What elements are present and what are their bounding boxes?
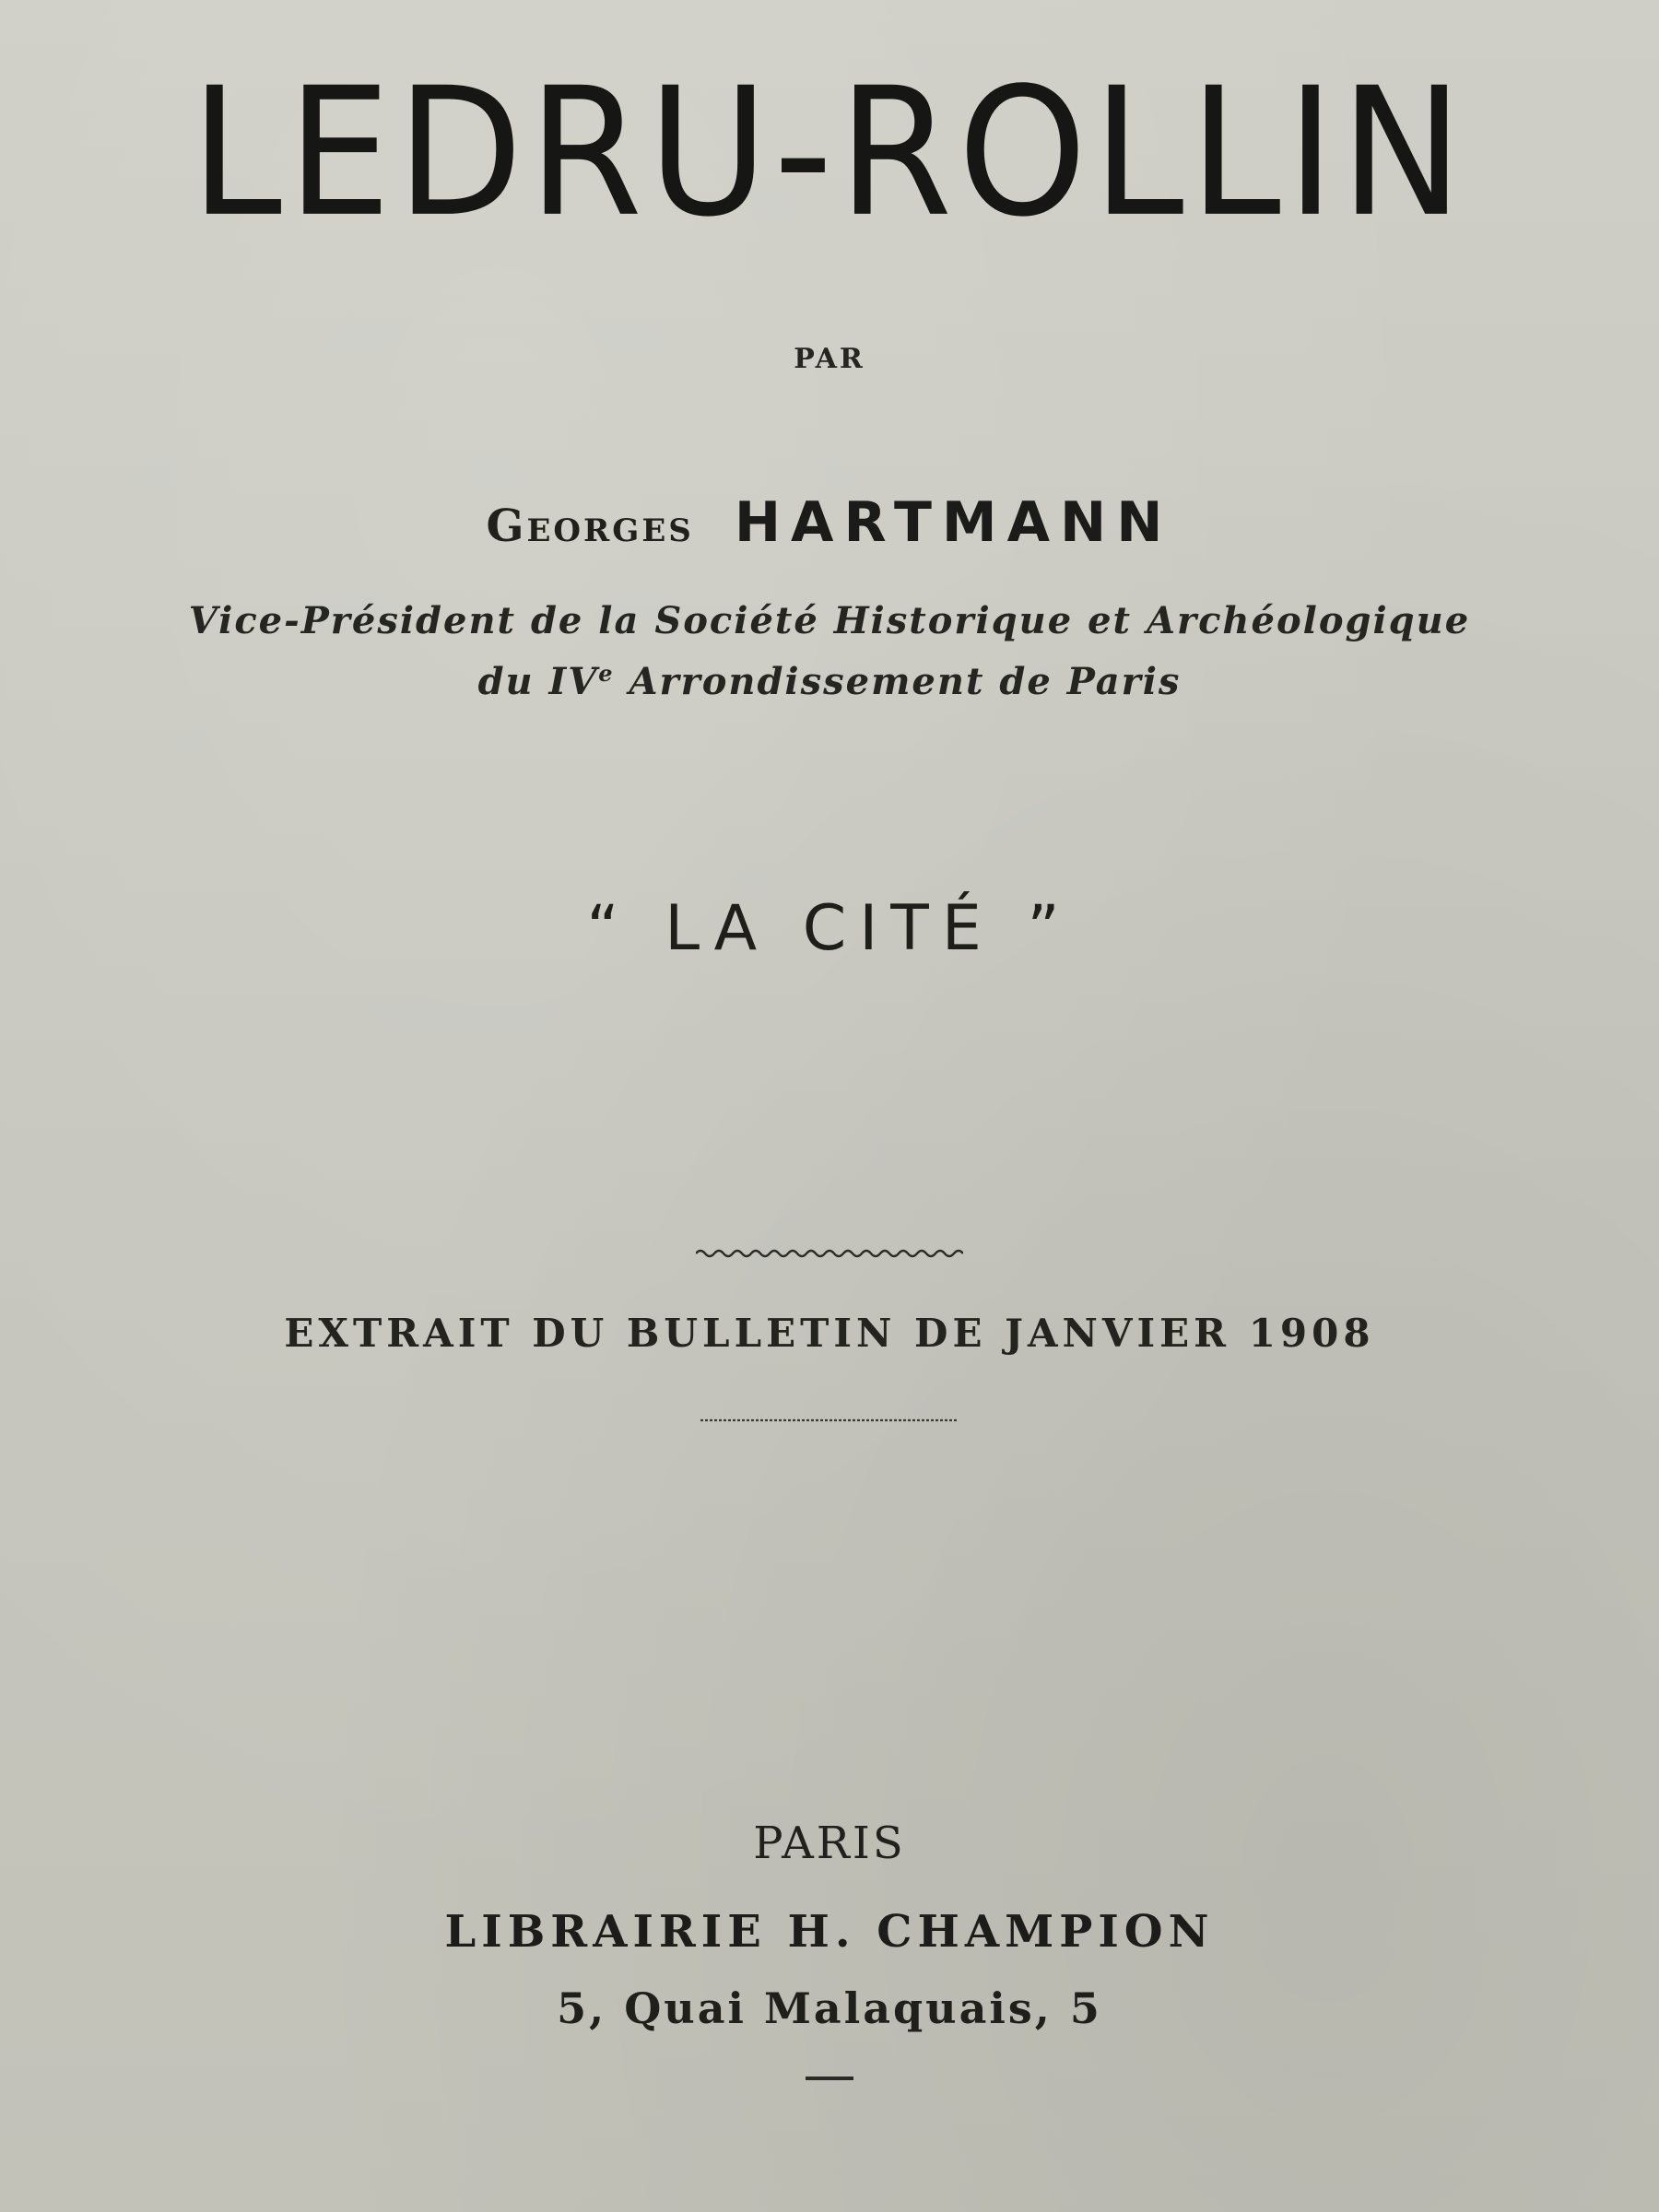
- ornament-rule-top: [0, 1246, 1659, 1265]
- dash-icon: [804, 2075, 855, 2082]
- extract-note: EXTRAIT DU BULLETIN DE JANVIER 1908: [284, 1311, 1375, 1356]
- closing-dash: [0, 2068, 1659, 2086]
- author-first-name: Georges: [486, 500, 694, 552]
- publication-name: “ LA CITÉ ”: [586, 892, 1073, 965]
- author-role-prefix: du IV: [477, 660, 599, 703]
- imprint-publisher: LIBRAIRIE H. CHAMPION: [444, 1906, 1215, 1958]
- author-role-line-1: Vice-Président de la Société Historique et Archéologique: [188, 599, 1471, 642]
- author-role-line-2: [0, 660, 1659, 703]
- author-role-superscript: e: [598, 660, 615, 687]
- imprint-city: PARIS: [753, 1818, 906, 1869]
- author-role-suffix: Arrondissement de Paris: [614, 660, 1182, 703]
- wavy-rule-icon: [696, 1246, 963, 1261]
- author-name: [0, 490, 1659, 555]
- book-title: LEDRU-ROLLIN: [190, 49, 1469, 256]
- by-label: PAR: [794, 343, 865, 375]
- ornament-rule-bottom: [0, 1412, 1659, 1430]
- dotted-rule-icon: [700, 1415, 959, 1426]
- imprint-address: 5, Quai Malaquais, 5: [557, 1983, 1102, 2033]
- author-last-name: HARTMANN: [734, 490, 1173, 555]
